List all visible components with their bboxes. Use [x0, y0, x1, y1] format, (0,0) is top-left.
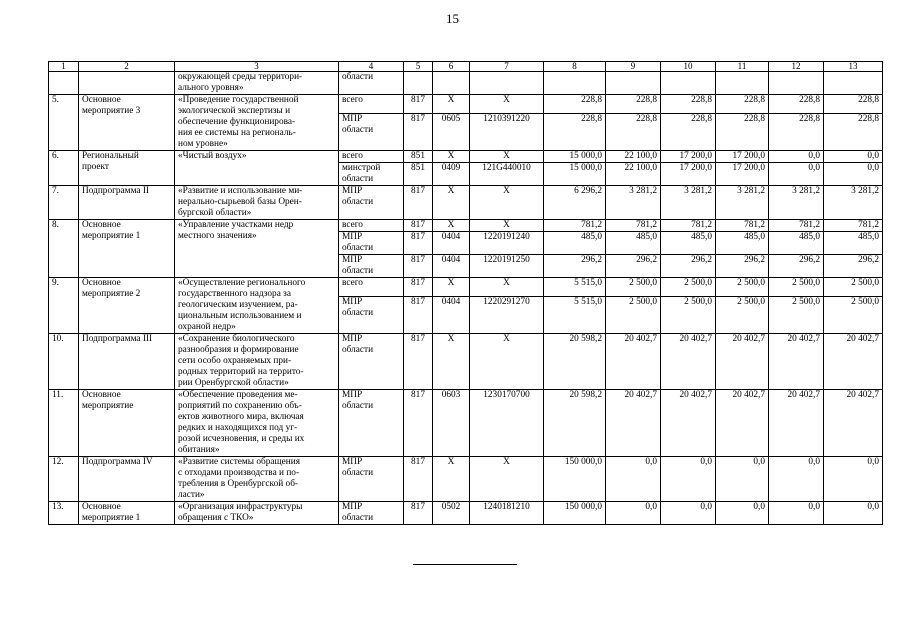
continuation-row: [49, 72, 883, 95]
amount-cell: 296,2: [544, 255, 606, 278]
amount-cell: 228,8: [716, 95, 769, 114]
amount-cell: 3 281,2: [661, 186, 716, 220]
table-row: [49, 186, 883, 220]
amount-cell: 17 200,0: [716, 163, 769, 186]
amount-cell: 2 500,0: [661, 297, 716, 334]
amount-cell: 228,8: [769, 95, 824, 114]
amount-cell: 20 598,2: [544, 334, 606, 390]
section-code: 0404: [433, 255, 470, 278]
amount-cell: 781,2: [606, 220, 661, 232]
grbs-code: 817: [404, 255, 433, 278]
item-name: «Развитие и использование ми- нерально-сырьевой базы Орен- бургской области»: [175, 186, 339, 220]
executor-cell: МПР области: [339, 390, 404, 457]
amount-cell: 296,2: [661, 255, 716, 278]
section-code: X: [433, 95, 470, 114]
amount-cell: 228,8: [661, 95, 716, 114]
item-type: Основное мероприятие 1: [79, 220, 175, 278]
amount-cell: 20 402,7: [716, 390, 769, 457]
amount-cell: 0,0: [769, 163, 824, 186]
target-article-code: 1220191240: [470, 232, 544, 255]
amount-cell: 5 515,0: [544, 297, 606, 334]
amount-cell: 0,0: [661, 502, 716, 525]
item-name: «Проведение государственной экологической экспертизы и обеспечение функционирова- ния ее системы на региональ- ном уровне»: [175, 95, 339, 151]
amount-cell: 3 281,2: [769, 186, 824, 220]
target-article-code: 121G440010: [470, 163, 544, 186]
item-type: Подпрограмма IV: [79, 457, 175, 502]
empty-cell: [433, 72, 470, 95]
amount-cell: 3 281,2: [606, 186, 661, 220]
item-number: 10.: [49, 334, 79, 390]
amount-cell: 781,2: [661, 220, 716, 232]
amount-cell: 2 500,0: [824, 297, 883, 334]
empty-cell: [470, 72, 544, 95]
empty-cell: [824, 72, 883, 95]
amount-cell: 20 402,7: [661, 334, 716, 390]
amount-cell: 0,0: [824, 457, 883, 502]
item-name: «Управление участками недр местного значения»: [175, 220, 339, 278]
target-article-code: 1240181210: [470, 502, 544, 525]
grbs-code: 851: [404, 163, 433, 186]
amount-cell: 3 281,2: [824, 186, 883, 220]
section-code: X: [433, 278, 470, 297]
item-type: Основное мероприятие 3: [79, 95, 175, 151]
target-article-code: X: [470, 220, 544, 232]
amount-cell: 22 100,0: [606, 163, 661, 186]
name-cell: окружающей среды территори- ального уровня»: [175, 72, 339, 95]
amount-cell: 17 200,0: [661, 151, 716, 163]
executor-cell: МПР области: [339, 232, 404, 255]
empty-cell: [716, 72, 769, 95]
page-number: 15: [446, 11, 459, 26]
amount-cell: 150 000,0: [544, 457, 606, 502]
amount-cell: 6 296,2: [544, 186, 606, 220]
table-row: [49, 278, 883, 297]
target-article-code: 1220191250: [470, 255, 544, 278]
amount-cell: 296,2: [606, 255, 661, 278]
amount-cell: 2 500,0: [769, 278, 824, 297]
amount-cell: 22 100,0: [606, 151, 661, 163]
amount-cell: 2 500,0: [824, 278, 883, 297]
amount-cell: 0,0: [606, 457, 661, 502]
amount-cell: 485,0: [544, 232, 606, 255]
budget-table: [48, 61, 883, 525]
target-article-code: X: [470, 151, 544, 163]
amount-cell: 17 200,0: [716, 151, 769, 163]
column-number: 2: [79, 62, 175, 72]
footer-divider: [413, 564, 517, 565]
amount-cell: 0,0: [824, 163, 883, 186]
executor-cell: МПР области: [339, 186, 404, 220]
amount-cell: 0,0: [769, 502, 824, 525]
amount-cell: 5 515,0: [544, 278, 606, 297]
empty-cell: [769, 72, 824, 95]
amount-cell: 2 500,0: [606, 297, 661, 334]
item-number: 13.: [49, 502, 79, 525]
empty-cell: [606, 72, 661, 95]
target-article-code: 1220291270: [470, 297, 544, 334]
amount-cell: 781,2: [769, 220, 824, 232]
item-name: «Чистый воздух»: [175, 151, 339, 186]
grbs-code: 851: [404, 151, 433, 163]
amount-cell: 228,8: [824, 114, 883, 151]
amount-cell: 228,8: [544, 114, 606, 151]
amount-cell: 228,8: [661, 114, 716, 151]
executor-cell: МПР области: [339, 114, 404, 151]
amount-cell: 228,8: [606, 114, 661, 151]
executor-cell: МПР области: [339, 334, 404, 390]
amount-cell: 781,2: [544, 220, 606, 232]
amount-cell: 0,0: [606, 502, 661, 525]
amount-cell: 228,8: [824, 95, 883, 114]
header-row: [49, 62, 883, 72]
amount-cell: 20 402,7: [769, 334, 824, 390]
item-type: Основное мероприятие: [79, 390, 175, 457]
amount-cell: 228,8: [544, 95, 606, 114]
column-number: 12: [769, 62, 824, 72]
item-name: «Сохранение биологического разнообразия и формирование сети особо охраняемых при- родных территорий на террито- рии Оренбургской области»: [175, 334, 339, 390]
column-number: 13: [824, 62, 883, 72]
item-name: «Обеспечение проведения ме- роприятий по сохранению объ- ектов животного мира, включая редких и находящихся под уг- розой исчезновения, и среды их обитания»: [175, 390, 339, 457]
grbs-code: 817: [404, 278, 433, 297]
grbs-code: 817: [404, 186, 433, 220]
item-number: 7.: [49, 186, 79, 220]
amount-cell: 2 500,0: [716, 297, 769, 334]
grbs-code: 817: [404, 297, 433, 334]
executor-cell: минстрой области: [339, 163, 404, 186]
amount-cell: 485,0: [606, 232, 661, 255]
executor-cell: области: [339, 72, 404, 95]
section-code: 0603: [433, 390, 470, 457]
grbs-code: 817: [404, 220, 433, 232]
empty-cell: [404, 72, 433, 95]
section-code: X: [433, 334, 470, 390]
amount-cell: 296,2: [769, 255, 824, 278]
column-number: 4: [339, 62, 404, 72]
grbs-code: 817: [404, 114, 433, 151]
amount-cell: 150 000,0: [544, 502, 606, 525]
column-number: 9: [606, 62, 661, 72]
amount-cell: 2 500,0: [769, 297, 824, 334]
column-number: 6: [433, 62, 470, 72]
grbs-code: 817: [404, 457, 433, 502]
amount-cell: 781,2: [716, 220, 769, 232]
column-number: 10: [661, 62, 716, 72]
section-code: 0605: [433, 114, 470, 151]
target-article-code: 1210391220: [470, 114, 544, 151]
target-article-code: X: [470, 457, 544, 502]
item-number: 6.: [49, 151, 79, 186]
amount-cell: 20 402,7: [824, 334, 883, 390]
section-code: 0404: [433, 232, 470, 255]
item-type: Основное мероприятие 1: [79, 502, 175, 525]
amount-cell: 20 402,7: [824, 390, 883, 457]
amount-cell: 296,2: [716, 255, 769, 278]
executor-cell: всего: [339, 95, 404, 114]
grbs-code: 817: [404, 390, 433, 457]
item-number: 12.: [49, 457, 79, 502]
column-number: 5: [404, 62, 433, 72]
amount-cell: 15 000,0: [544, 151, 606, 163]
amount-cell: 485,0: [661, 232, 716, 255]
amount-cell: 0,0: [661, 457, 716, 502]
item-type: Основное мероприятие 2: [79, 278, 175, 334]
amount-cell: 0,0: [769, 151, 824, 163]
amount-cell: 0,0: [716, 502, 769, 525]
amount-cell: 17 200,0: [661, 163, 716, 186]
target-article-code: X: [470, 278, 544, 297]
executor-cell: МПР области: [339, 457, 404, 502]
amount-cell: 0,0: [769, 457, 824, 502]
amount-cell: 0,0: [824, 502, 883, 525]
grbs-code: 817: [404, 334, 433, 390]
section-code: 0404: [433, 297, 470, 334]
section-code: 0502: [433, 502, 470, 525]
amount-cell: 3 281,2: [716, 186, 769, 220]
amount-cell: 228,8: [769, 114, 824, 151]
target-article-code: X: [470, 334, 544, 390]
table-row: [49, 457, 883, 502]
empty-cell: [544, 72, 606, 95]
column-number: 11: [716, 62, 769, 72]
amount-cell: 228,8: [606, 95, 661, 114]
column-number: 3: [175, 62, 339, 72]
amount-cell: 228,8: [716, 114, 769, 151]
table-row: [49, 95, 883, 114]
number-cell: [49, 72, 79, 95]
grbs-code: 817: [404, 502, 433, 525]
target-article-code: X: [470, 95, 544, 114]
section-code: X: [433, 151, 470, 163]
executor-cell: МПР области: [339, 255, 404, 278]
executor-cell: всего: [339, 151, 404, 163]
item-name: «Осуществление регионального государственного надзора за геологическим изучением, ра- циональным использованием и охраной недр»: [175, 278, 339, 334]
type-cell: [79, 72, 175, 95]
executor-cell: МПР области: [339, 297, 404, 334]
amount-cell: 20 402,7: [606, 334, 661, 390]
executor-cell: МПР области: [339, 502, 404, 525]
amount-cell: 2 500,0: [716, 278, 769, 297]
amount-cell: 0,0: [824, 151, 883, 163]
column-number: 8: [544, 62, 606, 72]
executor-cell: всего: [339, 220, 404, 232]
amount-cell: 485,0: [769, 232, 824, 255]
amount-cell: 2 500,0: [606, 278, 661, 297]
amount-cell: 485,0: [716, 232, 769, 255]
table-row: [49, 390, 883, 457]
amount-cell: 0,0: [716, 457, 769, 502]
item-number: 9.: [49, 278, 79, 334]
table-row: [49, 334, 883, 390]
section-code: 0409: [433, 163, 470, 186]
amount-cell: 20 402,7: [716, 334, 769, 390]
grbs-code: 817: [404, 232, 433, 255]
amount-cell: 781,2: [824, 220, 883, 232]
item-type: Подпрограмма III: [79, 334, 175, 390]
table-row: [49, 151, 883, 163]
section-code: X: [433, 186, 470, 220]
item-name: «Развитие системы обращения с отходами производства и по- требления в Оренбургской об- ласти»: [175, 457, 339, 502]
table-row: [49, 502, 883, 525]
item-name: «Организация инфраструктуры обращения с ТКО»: [175, 502, 339, 525]
amount-cell: 2 500,0: [661, 278, 716, 297]
item-type: Подпрограмма II: [79, 186, 175, 220]
item-number: 5.: [49, 95, 79, 151]
target-article-code: X: [470, 186, 544, 220]
amount-cell: 20 402,7: [606, 390, 661, 457]
item-type: Региональный проект: [79, 151, 175, 186]
amount-cell: 485,0: [824, 232, 883, 255]
executor-cell: всего: [339, 278, 404, 297]
section-code: X: [433, 457, 470, 502]
grbs-code: 817: [404, 95, 433, 114]
item-number: 8.: [49, 220, 79, 278]
table-row: [49, 220, 883, 232]
column-number: 7: [470, 62, 544, 72]
amount-cell: 15 000,0: [544, 163, 606, 186]
section-code: X: [433, 220, 470, 232]
amount-cell: 20 598,2: [544, 390, 606, 457]
column-number: 1: [49, 62, 79, 72]
amount-cell: 20 402,7: [769, 390, 824, 457]
amount-cell: 20 402,7: [661, 390, 716, 457]
empty-cell: [661, 72, 716, 95]
target-article-code: 1230170700: [470, 390, 544, 457]
item-number: 11.: [49, 390, 79, 457]
table-body: [49, 62, 883, 525]
amount-cell: 296,2: [824, 255, 883, 278]
